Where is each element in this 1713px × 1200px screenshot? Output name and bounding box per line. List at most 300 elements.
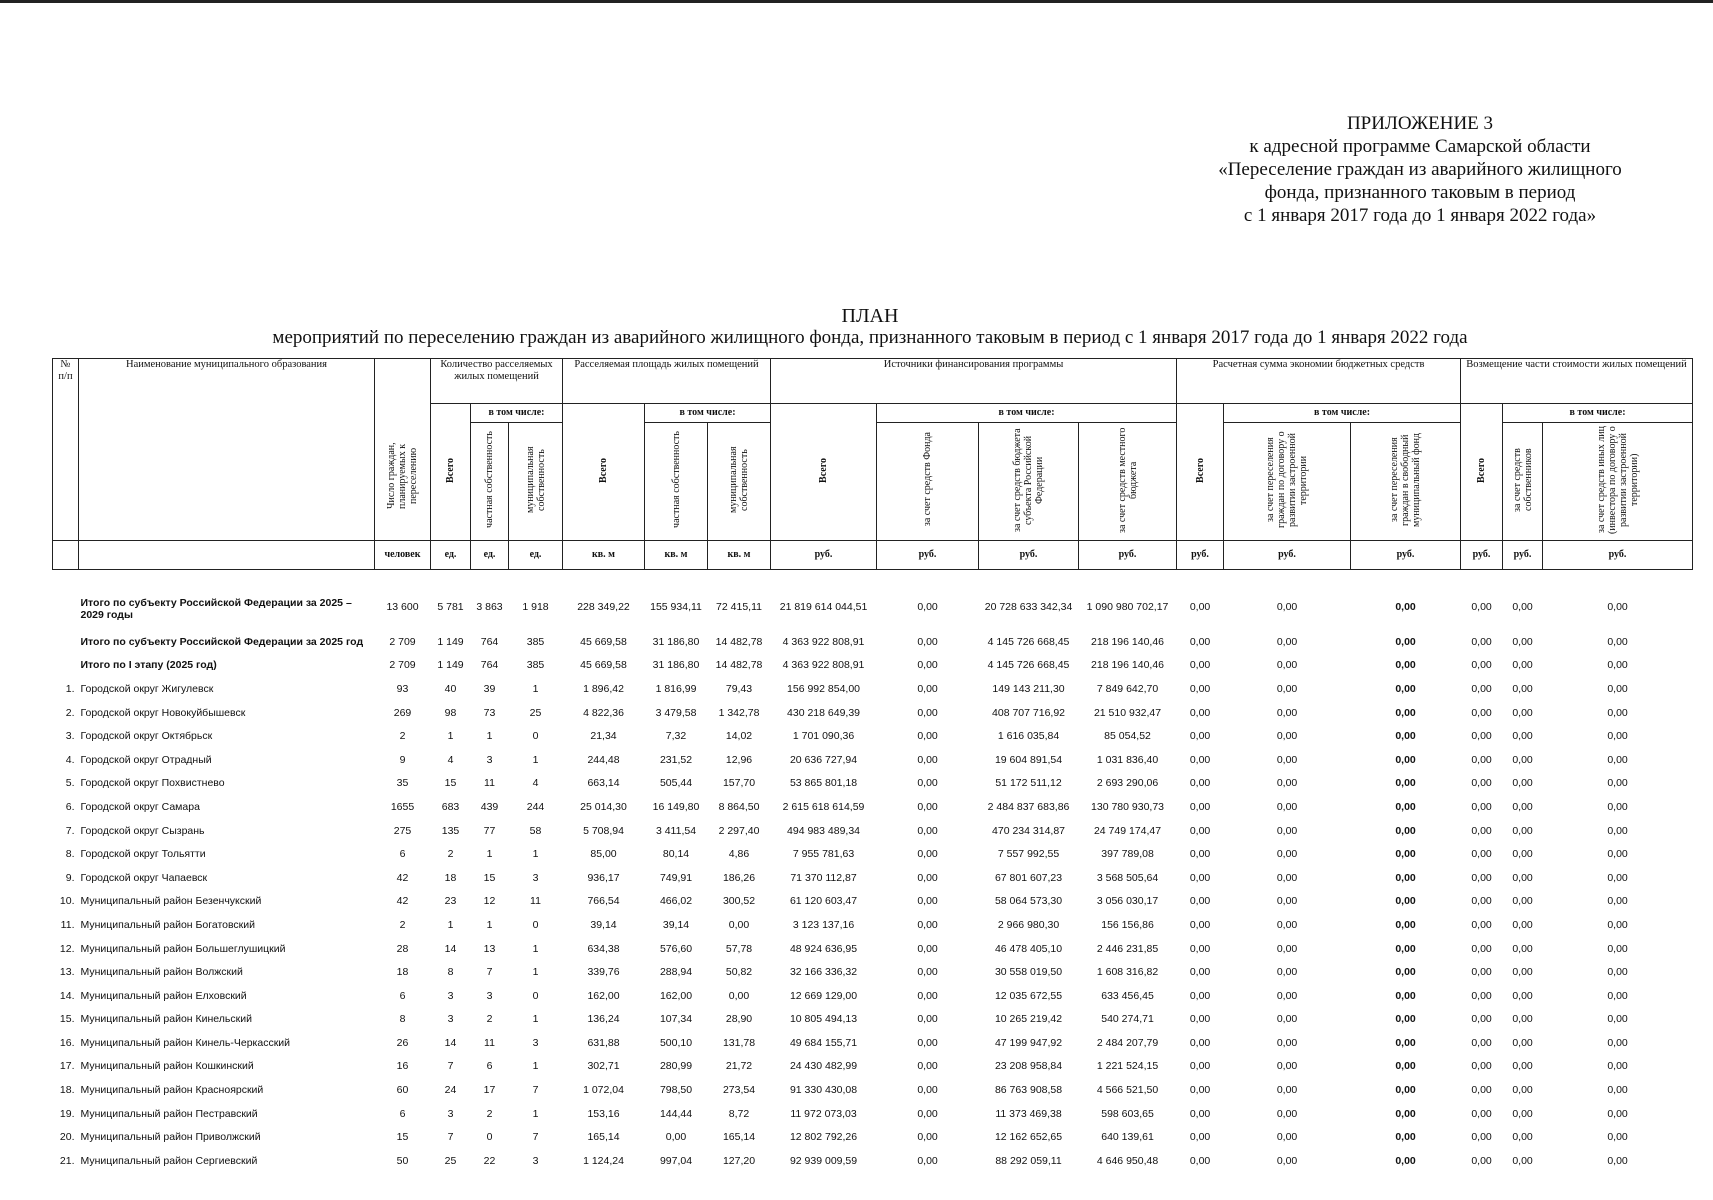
- comp-owners-cell: 0,00: [1512, 1084, 1533, 1097]
- area-private-cell: 16 149,80: [652, 800, 700, 813]
- comp-total-cell: 0,00: [1471, 1131, 1492, 1144]
- appendix-number: ПРИЛОЖЕНИЕ 3: [1346, 113, 1494, 134]
- area-total-cell: 228 349,22: [577, 601, 630, 613]
- economy-free-fund-cell: 0,00: [1395, 1107, 1416, 1120]
- area-private-cell: 997,04: [659, 1154, 693, 1167]
- finance-total-cell: 12 669 129,00: [789, 989, 858, 1002]
- economy-total-cell: 0,00: [1189, 706, 1211, 719]
- local-budget-cell: 640 139,61: [1101, 1131, 1154, 1144]
- people-cell: 18: [396, 966, 409, 979]
- appendix-line: к адресной программе Самарской области: [1249, 136, 1591, 157]
- economy-total-cell: 0,00: [1189, 730, 1211, 743]
- rooms-private-cell: 1: [486, 848, 493, 861]
- unit-cell: руб.: [877, 541, 979, 570]
- subject-budget-cell: 4 145 726 668,45: [987, 659, 1070, 672]
- rooms-private-cell: 764: [480, 659, 499, 672]
- rooms-private-cell: 12: [483, 895, 496, 908]
- name-cell: Городской округ Жигулевск: [80, 682, 214, 695]
- finance-total-cell: 7 955 781,63: [792, 848, 855, 861]
- area-private-cell: 231,52: [659, 753, 693, 766]
- table-row: [53, 960, 1693, 984]
- area-private-cell: 7,32: [665, 730, 687, 743]
- num-cell: 21.: [59, 1154, 75, 1167]
- rooms-municipal-cell: 385: [526, 659, 545, 672]
- comp-owners-cell: 0,00: [1512, 682, 1533, 695]
- comp-total-cell: 0,00: [1471, 942, 1492, 955]
- col-header-rooms-private: частная собственность: [471, 423, 509, 541]
- unit-cell: руб.: [1079, 541, 1177, 570]
- unit-cell: человек: [375, 541, 431, 570]
- num-cell: 18.: [59, 1084, 75, 1097]
- comp-total-cell: 0,00: [1471, 800, 1492, 813]
- name-cell: Муниципальный район Волжский: [80, 966, 243, 979]
- name-cell: Муниципальный район Кинельский: [80, 1013, 252, 1026]
- rooms-private-cell: 3 863: [476, 601, 503, 613]
- unit-cell: кв. м: [563, 541, 645, 570]
- col-header-area-total: Всего: [563, 404, 645, 541]
- area-total-cell: 4 822,36: [583, 706, 624, 719]
- col-header-economy-total: Всего: [1177, 404, 1224, 541]
- rooms-municipal-cell: 11: [530, 895, 541, 908]
- economy-development-cell: 0,00: [1276, 1107, 1298, 1120]
- rooms-municipal-cell: 1: [532, 966, 539, 979]
- fund-cell: 0,00: [917, 1154, 938, 1167]
- comp-total-cell: 0,00: [1471, 871, 1492, 884]
- area-total-cell: 663,14: [587, 777, 620, 790]
- num-cell: 3.: [65, 730, 75, 743]
- comp-owners-cell: 0,00: [1512, 800, 1533, 813]
- table-row: [53, 724, 1693, 748]
- economy-development-cell: 0,00: [1276, 1154, 1298, 1167]
- subject-budget-cell: 51 172 511,12: [995, 777, 1062, 790]
- fund-cell: 0,00: [917, 966, 938, 979]
- finance-total-cell: 21 819 614 044,51: [779, 601, 868, 613]
- area-municipal-cell: 131,78: [722, 1036, 756, 1049]
- local-budget-cell: 2 693 290,06: [1096, 777, 1159, 790]
- comp-owners-cell: 0,00: [1512, 659, 1533, 672]
- area-private-cell: 0,00: [665, 1131, 687, 1144]
- finance-total-cell: 3 123 137,16: [792, 918, 855, 931]
- name-cell: Итого по I этапу (2025 год): [80, 659, 217, 672]
- finance-total-cell: 2 615 618 614,59: [782, 800, 865, 813]
- comp-other-cell: 0,00: [1607, 848, 1628, 861]
- area-total-cell: 1 072,04: [583, 1084, 624, 1097]
- economy-development-cell: 0,00: [1276, 800, 1298, 813]
- economy-development-cell: 0,00: [1276, 730, 1298, 743]
- people-cell: 6: [399, 989, 406, 1002]
- rooms-total-cell: 135: [441, 824, 460, 837]
- economy-free-fund-cell: 0,00: [1395, 682, 1416, 695]
- local-budget-cell: 218 196 140,46: [1091, 635, 1165, 648]
- comp-other-cell: 0,00: [1607, 635, 1628, 648]
- area-total-cell: 631,88: [587, 1036, 620, 1049]
- units-row: [53, 541, 1693, 570]
- rooms-municipal-cell: 244: [526, 800, 545, 813]
- comp-owners-cell: 0,00: [1512, 918, 1533, 931]
- rooms-municipal-cell: 0: [532, 730, 539, 743]
- rooms-municipal-cell: 1 918: [522, 601, 549, 613]
- economy-free-fund-cell: 0,00: [1395, 1154, 1416, 1167]
- subheader-incl: в том числе:: [645, 404, 771, 423]
- area-total-cell: 302,71: [587, 1060, 620, 1073]
- col-header-area-private: частная собственность: [645, 423, 708, 541]
- table-row: [53, 677, 1693, 701]
- name-cell: Городской округ Самара: [80, 800, 200, 813]
- area-total-cell: 1 896,42: [583, 682, 624, 695]
- subject-budget-cell: 12 162 652,65: [994, 1131, 1063, 1144]
- area-municipal-cell: 0,00: [728, 918, 750, 931]
- fund-cell: 0,00: [917, 659, 938, 672]
- area-total-cell: 136,24: [587, 1013, 620, 1026]
- subject-budget-cell: 2 966 980,30: [997, 918, 1060, 931]
- col-header-finance-total: Всего: [771, 404, 877, 541]
- area-municipal-cell: 186,26: [722, 871, 756, 884]
- finance-total-cell: 12 802 792,26: [789, 1131, 858, 1144]
- rooms-municipal-cell: 7: [532, 1084, 539, 1097]
- comp-other-cell: 0,00: [1607, 824, 1628, 837]
- table-row: [53, 772, 1693, 796]
- unit-cell: руб.: [1224, 541, 1351, 570]
- table-row: [53, 937, 1693, 961]
- area-municipal-cell: 12,96: [725, 753, 753, 766]
- rooms-total-cell: 3: [447, 989, 454, 1002]
- comp-other-cell: 0,00: [1607, 942, 1628, 955]
- table-row: [53, 890, 1693, 914]
- subject-budget-cell: 11 373 469,38: [995, 1107, 1062, 1120]
- table-row: [53, 1078, 1693, 1102]
- economy-free-fund-cell: 0,00: [1395, 777, 1416, 790]
- rooms-municipal-cell: 7: [532, 1131, 539, 1144]
- name-cell: Муниципальный район Безенчукский: [80, 895, 262, 908]
- finance-total-cell: 49 684 155,71: [789, 1036, 858, 1049]
- name-cell: Городской округ Похвистнево: [80, 777, 225, 790]
- area-municipal-cell: 2 297,40: [718, 824, 760, 837]
- area-private-cell: 155 934,11: [650, 601, 702, 613]
- people-cell: 2: [399, 730, 406, 743]
- num-cell: 4.: [65, 753, 75, 766]
- rooms-municipal-cell: 3: [532, 1036, 539, 1049]
- unit-cell: руб.: [1503, 541, 1543, 570]
- people-cell: 8: [399, 1013, 406, 1026]
- col-header-area-municipal: муниципальная собственность: [708, 423, 771, 541]
- subject-budget-cell: 7 557 992,55: [997, 848, 1060, 861]
- local-budget-cell: 1 608 316,82: [1096, 966, 1159, 979]
- comp-owners-cell: 0,00: [1512, 777, 1533, 790]
- finance-total-cell: 156 992 854,00: [787, 682, 861, 695]
- table-row: [53, 1125, 1693, 1149]
- area-total-cell: 153,16: [587, 1107, 620, 1120]
- area-private-cell: 162,00: [659, 989, 693, 1002]
- subject-budget-cell: 88 292 059,11: [995, 1154, 1062, 1167]
- local-budget-cell: 397 789,08: [1101, 848, 1154, 861]
- col-header-subject-budget: за счет средств бюджета субъекта Российской Федерации: [979, 423, 1079, 541]
- comp-owners-cell: 0,00: [1512, 1060, 1533, 1073]
- comp-total-cell: 0,00: [1471, 601, 1492, 613]
- fund-cell: 0,00: [917, 730, 938, 743]
- unit-cell: руб.: [1461, 541, 1503, 570]
- rooms-municipal-cell: 1: [532, 1107, 539, 1120]
- rooms-total-cell: 1: [447, 730, 454, 743]
- local-budget-cell: 85 054,52: [1104, 730, 1151, 743]
- economy-development-cell: 0,00: [1276, 706, 1298, 719]
- comp-total-cell: 0,00: [1471, 824, 1492, 837]
- area-municipal-cell: 8,72: [728, 1107, 750, 1120]
- economy-total-cell: 0,00: [1189, 918, 1211, 931]
- finance-total-cell: 48 924 636,95: [789, 942, 858, 955]
- people-cell: 15: [396, 1131, 409, 1144]
- people-cell: 6: [399, 848, 406, 861]
- economy-total-cell: 0,00: [1189, 989, 1211, 1002]
- comp-total-cell: 0,00: [1471, 1036, 1492, 1049]
- num-cell: 5.: [65, 777, 75, 790]
- comp-other-cell: 0,00: [1607, 800, 1628, 813]
- area-municipal-cell: 273,54: [722, 1084, 756, 1097]
- comp-other-cell: 0,00: [1607, 1154, 1628, 1167]
- comp-owners-cell: 0,00: [1512, 848, 1533, 861]
- local-budget-cell: 540 274,71: [1101, 1013, 1154, 1026]
- finance-total-cell: 11 972 073,03: [790, 1107, 857, 1120]
- area-private-cell: 39,14: [662, 918, 690, 931]
- area-private-cell: 107,34: [659, 1013, 693, 1026]
- area-private-cell: 500,10: [659, 1036, 693, 1049]
- fund-cell: 0,00: [917, 989, 938, 1002]
- rooms-municipal-cell: 1: [532, 1060, 539, 1073]
- subheader-incl: в том числе:: [877, 404, 1177, 423]
- comp-other-cell: 0,00: [1607, 1131, 1628, 1144]
- area-municipal-cell: 14,02: [725, 730, 753, 743]
- economy-total-cell: 0,00: [1189, 895, 1211, 908]
- people-cell: 93: [396, 682, 409, 695]
- economy-free-fund-cell: 0,00: [1395, 753, 1416, 766]
- economy-free-fund-cell: 0,00: [1395, 730, 1416, 743]
- economy-total-cell: 0,00: [1189, 1107, 1211, 1120]
- comp-other-cell: 0,00: [1607, 871, 1628, 884]
- area-total-cell: 766,54: [587, 895, 620, 908]
- rooms-private-cell: 439: [480, 800, 499, 813]
- finance-total-cell: 4 363 922 808,91: [782, 635, 865, 648]
- rooms-total-cell: 4: [447, 753, 454, 766]
- subject-budget-cell: 149 143 211,30: [992, 682, 1065, 695]
- comp-owners-cell: 0,00: [1512, 1013, 1533, 1026]
- rooms-private-cell: 17: [483, 1084, 496, 1097]
- economy-development-cell: 0,00: [1276, 659, 1298, 672]
- col-header-rooms: Количество расселяемых жилых помещений: [431, 359, 563, 404]
- comp-other-cell: 0,00: [1607, 777, 1628, 790]
- subject-budget-cell: 2 484 837 683,86: [987, 800, 1070, 813]
- name-cell: Городской округ Октябрьск: [80, 730, 213, 743]
- fund-cell: 0,00: [917, 682, 938, 695]
- local-budget-cell: 21 510 932,47: [1093, 706, 1162, 719]
- comp-other-cell: 0,00: [1607, 989, 1628, 1002]
- col-header-area: Расселяемая площадь жилых помещений: [563, 359, 771, 404]
- people-cell: 35: [396, 777, 409, 790]
- area-private-cell: 1 816,99: [655, 682, 697, 695]
- table-row: [53, 1102, 1693, 1126]
- fund-cell: 0,00: [917, 871, 938, 884]
- comp-total-cell: 0,00: [1471, 1084, 1492, 1097]
- col-header-local-budget: за счет средств местного бюджета: [1079, 423, 1177, 541]
- area-private-cell: 798,50: [659, 1084, 693, 1097]
- col-header-econ-free-fund: за счет переселения граждан в свободный муниципальный фонд: [1351, 423, 1461, 541]
- table-header: [53, 359, 1693, 570]
- economy-free-fund-cell: 0,00: [1395, 824, 1416, 837]
- num-cell: [53, 654, 79, 678]
- comp-owners-cell: 0,00: [1512, 706, 1533, 719]
- local-budget-cell: 7 849 642,70: [1096, 682, 1159, 695]
- comp-total-cell: 0,00: [1471, 730, 1492, 743]
- comp-total-cell: 0,00: [1471, 1154, 1492, 1167]
- name-cell: Муниципальный район Большеглушицкий: [80, 942, 286, 955]
- rooms-private-cell: 11: [484, 777, 495, 790]
- appendix-header: [1140, 112, 1700, 227]
- comp-total-cell: 0,00: [1471, 966, 1492, 979]
- unit-cell: ед.: [509, 541, 563, 570]
- rooms-private-cell: 7: [486, 966, 493, 979]
- subject-budget-cell: 58 064 573,30: [994, 895, 1063, 908]
- col-header-people: Число граждан, планируемых к переселению: [375, 359, 431, 541]
- table-row: [53, 1149, 1693, 1173]
- unit-cell: кв. м: [645, 541, 708, 570]
- unit-cell: кв. м: [708, 541, 771, 570]
- name-cell: Городской округ Отрадный: [80, 753, 212, 766]
- area-total-cell: 244,48: [587, 753, 620, 766]
- economy-free-fund-cell: 0,00: [1395, 706, 1416, 719]
- area-municipal-cell: 0,00: [728, 989, 750, 1002]
- comp-total-cell: 0,00: [1471, 1060, 1492, 1073]
- num-cell: 8.: [65, 848, 75, 861]
- comp-owners-cell: 0,00: [1512, 942, 1533, 955]
- appendix-line: с 1 января 2017 года до 1 января 2022 года»: [1243, 205, 1597, 226]
- comp-other-cell: 0,00: [1607, 1013, 1628, 1026]
- people-cell: 2 709: [389, 635, 416, 648]
- subheader-incl: в том числе:: [1503, 404, 1693, 423]
- area-total-cell: 339,76: [587, 966, 620, 979]
- economy-development-cell: 0,00: [1276, 966, 1298, 979]
- economy-total-cell: 0,00: [1189, 824, 1211, 837]
- col-header-finance: Источники финансирования программы: [771, 359, 1177, 404]
- subject-budget-cell: 470 234 314,87: [992, 824, 1066, 837]
- rooms-total-cell: 7: [447, 1060, 454, 1073]
- name-cell: Муниципальный район Кинель-Черкасский: [80, 1036, 291, 1049]
- economy-total-cell: 0,00: [1189, 800, 1211, 813]
- economy-total-cell: 0,00: [1189, 601, 1211, 613]
- people-cell: 275: [393, 824, 412, 837]
- comp-other-cell: 0,00: [1607, 659, 1628, 672]
- rooms-total-cell: 1 149: [437, 635, 464, 648]
- finance-total-cell: 1 701 090,36: [792, 730, 855, 743]
- comp-owners-cell: 0,00: [1512, 730, 1533, 743]
- col-header-comp-total: Всего: [1461, 404, 1503, 541]
- rooms-total-cell: 14: [444, 1036, 457, 1049]
- finance-total-cell: 10 805 494,13: [789, 1013, 858, 1026]
- name-cell: Городской округ Чапаевск: [80, 871, 208, 884]
- comp-other-cell: 0,00: [1607, 706, 1628, 719]
- economy-development-cell: 0,00: [1276, 942, 1298, 955]
- people-cell: 2 709: [389, 659, 416, 672]
- table-row: [53, 654, 1693, 678]
- fund-cell: 0,00: [917, 635, 938, 648]
- fund-cell: 0,00: [917, 753, 938, 766]
- name-cell: Муниципальный район Елховский: [80, 989, 247, 1002]
- rooms-municipal-cell: 3: [532, 871, 539, 884]
- comp-owners-cell: 0,00: [1512, 1131, 1533, 1144]
- finance-total-cell: 91 330 430,08: [789, 1084, 858, 1097]
- economy-development-cell: 0,00: [1276, 824, 1298, 837]
- comp-owners-cell: 0,00: [1512, 989, 1533, 1002]
- rooms-total-cell: 25: [444, 1154, 457, 1167]
- rooms-total-cell: 18: [444, 871, 457, 884]
- area-municipal-cell: 21,72: [725, 1060, 753, 1073]
- area-total-cell: 21,34: [590, 730, 617, 743]
- subject-budget-cell: 1 616 035,84: [997, 730, 1060, 743]
- num-cell: 19.: [59, 1107, 75, 1120]
- col-header-num: № п/п: [53, 359, 79, 541]
- economy-development-cell: 0,00: [1276, 1013, 1298, 1026]
- rooms-private-cell: 1: [486, 918, 493, 931]
- comp-owners-cell: 0,00: [1512, 824, 1533, 837]
- rooms-municipal-cell: 0: [532, 989, 539, 1002]
- subject-budget-cell: 408 707 716,92: [992, 706, 1066, 719]
- comp-total-cell: 0,00: [1471, 1107, 1492, 1120]
- comp-other-cell: 0,00: [1607, 895, 1628, 908]
- unit-cell: ед.: [471, 541, 509, 570]
- area-municipal-cell: 300,52: [722, 895, 756, 908]
- finance-total-cell: 430 218 649,39: [787, 706, 861, 719]
- area-municipal-cell: 57,78: [725, 942, 753, 955]
- finance-total-cell: 4 363 922 808,91: [782, 659, 865, 672]
- economy-development-cell: 0,00: [1276, 989, 1298, 1002]
- economy-total-cell: 0,00: [1189, 1084, 1211, 1097]
- unit-cell: руб.: [1177, 541, 1224, 570]
- rooms-municipal-cell: 1: [532, 682, 539, 695]
- area-municipal-cell: 79,43: [725, 682, 753, 695]
- economy-total-cell: 0,00: [1189, 1036, 1211, 1049]
- area-total-cell: 1 124,24: [583, 1154, 624, 1167]
- comp-other-cell: 0,00: [1607, 966, 1628, 979]
- comp-total-cell: 0,00: [1471, 659, 1492, 672]
- local-budget-cell: 1 221 524,15: [1096, 1060, 1159, 1073]
- unit-cell: ед.: [431, 541, 471, 570]
- economy-development-cell: 0,00: [1276, 918, 1298, 931]
- col-header-fund: за счет средств Фонда: [877, 423, 979, 541]
- comp-owners-cell: 0,00: [1512, 1036, 1533, 1049]
- area-total-cell: 634,38: [587, 942, 620, 955]
- local-budget-cell: 2 446 231,85: [1096, 942, 1159, 955]
- rooms-total-cell: 14: [444, 942, 457, 955]
- comp-total-cell: 0,00: [1471, 777, 1492, 790]
- fund-cell: 0,00: [917, 601, 938, 613]
- people-cell: 269: [393, 706, 412, 719]
- economy-free-fund-cell: 0,00: [1395, 966, 1416, 979]
- comp-total-cell: 0,00: [1471, 682, 1492, 695]
- economy-development-cell: 0,00: [1276, 871, 1298, 884]
- subheader-incl: в том числе:: [1224, 404, 1461, 423]
- area-municipal-cell: 4,86: [728, 848, 750, 861]
- area-municipal-cell: 127,20: [722, 1154, 756, 1167]
- area-municipal-cell: 28,90: [725, 1013, 753, 1026]
- local-budget-cell: 156 156,86: [1101, 918, 1154, 931]
- area-private-cell: 280,99: [659, 1060, 693, 1073]
- comp-other-cell: 0,00: [1607, 1060, 1628, 1073]
- num-cell: 1.: [65, 682, 75, 695]
- unit-cell: [53, 541, 79, 570]
- rooms-private-cell: 22: [483, 1154, 496, 1167]
- top-border-line: [0, 0, 1713, 3]
- local-budget-cell: 3 056 030,17: [1096, 895, 1159, 908]
- comp-other-cell: 0,00: [1607, 918, 1628, 931]
- economy-total-cell: 0,00: [1189, 1131, 1211, 1144]
- col-header-economy: Расчетная сумма экономии бюджетных средств: [1177, 359, 1461, 404]
